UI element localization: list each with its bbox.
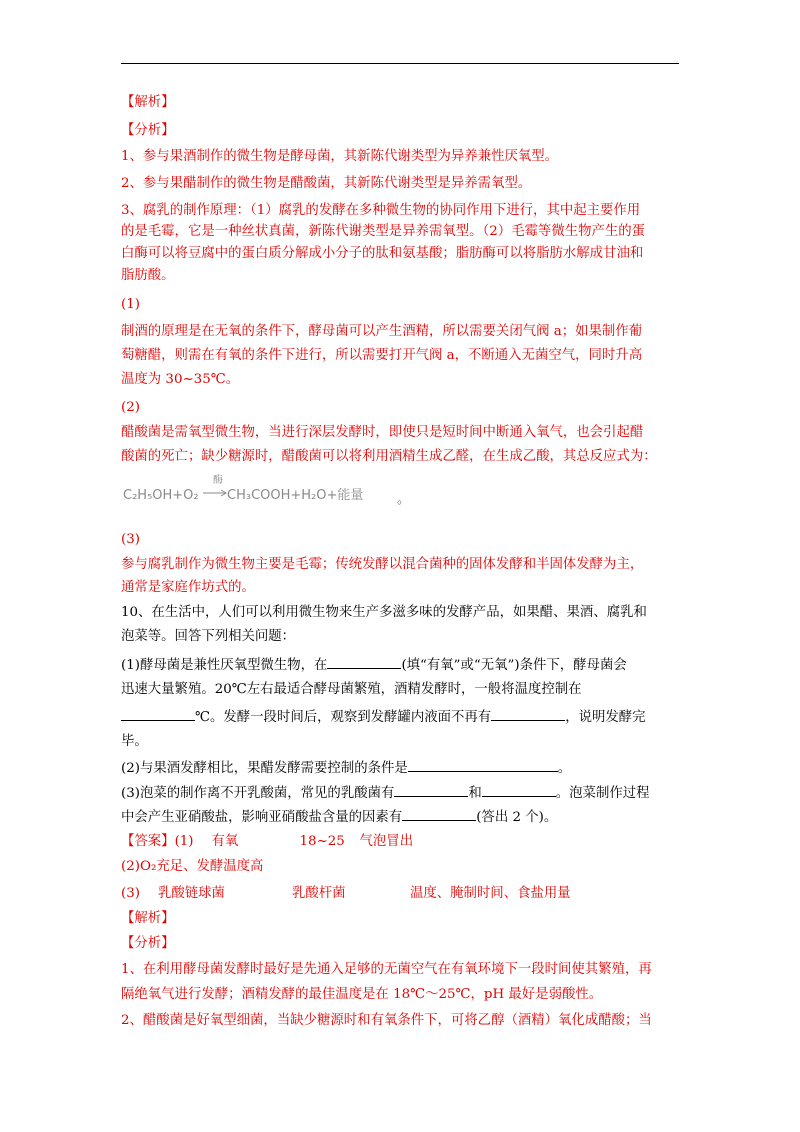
part2-l1: 醋酸菌是需氧型微生物，当进行深层发酵时，即使只是短时间中断通入氧气，也会引起醋 xyxy=(121,425,644,440)
analysis-p3-l3: 白酶可以将豆腐中的蛋白质分解成小分子的肽和氨基酸；脂肪酶可以将脂肪水解成甘油和 xyxy=(121,246,644,261)
analysis2-p1-l1: 1、在利用酵母菌发酵时最好是先通入足够的无菌空气在有氧环境下一段时间使其繁殖，再 xyxy=(121,962,652,977)
q1-l1b: (填“有氧”或“无氧”)条件下，酵母菌会 xyxy=(401,658,627,673)
q3-blank-3 xyxy=(402,806,476,821)
eq-left: C₂H₅OH+O₂ xyxy=(123,488,199,503)
q2-line xyxy=(121,757,681,779)
q1-line3 xyxy=(121,706,681,728)
part2-l2: 酸菌的死亡；缺少糖源时，醋酸菌可以将利用酒精生成乙醛，在生成乙酸，其总反应式为： xyxy=(121,449,657,464)
q3-blank-1 xyxy=(394,782,468,797)
part3-l1: 参与腐乳制作为微生物主要是毛霉；传统发酵以混合菌种的固体发酵和半固体发酵为主， xyxy=(121,557,644,572)
answer-a3-num: (3) xyxy=(121,886,140,901)
answer-a1-3: 气泡冒出 xyxy=(359,834,414,849)
q2-b: 。 xyxy=(557,761,572,776)
part1-l2: 萄糖醋，则需在有氧的条件下进行，所以需要打开气阀 a，不断通入无菌空气，同时升高 xyxy=(121,348,643,363)
answer-line1 xyxy=(121,832,681,852)
q1-l3a: ℃。发酵一段时间后，观察到发酵罐内液面不再有 xyxy=(195,710,492,725)
answer-a1-num: (1) xyxy=(174,834,194,849)
q1-line4: 毕。 xyxy=(121,734,148,749)
q2-blank xyxy=(408,757,558,772)
q2-a: (2)与果酒发酵相比，果醋发酵需要控制的条件是 xyxy=(121,761,408,776)
q3-line1 xyxy=(121,782,681,804)
answer-a2: (2)O₂充足、发酵温度高 xyxy=(121,859,264,874)
q3-l2b: (答出 2 个)。 xyxy=(476,810,558,825)
tag-jiexi: 【解析】 xyxy=(121,95,175,110)
q1-l3b: ，说明发酵完 xyxy=(565,710,646,725)
q3-l2a: 中会产生亚硝酸盐，影响亚硝酸盐含量的因素有 xyxy=(121,810,403,825)
answer-tag: 【答案】 xyxy=(121,834,175,849)
q1-l1a: (1)酵母菌是兼性厌氧型微生物，在 xyxy=(121,658,328,673)
analysis-p2: 2、参与果醋制作的微生物是醋酸菌，其新陈代谢类型是异养需氧型。 xyxy=(121,176,532,191)
answer-a1-1: 有氧 xyxy=(211,834,239,849)
answer-line3 xyxy=(121,884,681,904)
q3-l1c: 。泡菜制作过程 xyxy=(555,786,650,801)
analysis-p3-l2: 的是毛霉，它是一种丝状真菌，新陈代谢类型是异养需氧型。（2）毛霉等微生物产生的蛋 xyxy=(121,224,646,239)
q10-l1: 10、在生活中，人们可以利用微生物来生产多滋多味的发酵产品，如果醋、果酒、腐乳和 xyxy=(121,605,647,620)
q3-l1b: 和 xyxy=(468,786,482,801)
analysis-p1: 1、参与果酒制作的微生物是酵母菌，其新陈代谢类型为异养兼性厌氧型。 xyxy=(121,149,559,164)
analysis2-p1-l2: 隔绝氧气进行发酵；酒精发酵的最佳温度是在 18℃～25℃，pH 最好是弱酸性。 xyxy=(121,987,603,1002)
analysis2-p2-l1: 2、醋酸菌是好氧型细菌，当缺少糖源时和有氧条件下，可将乙醇（酒精）氧化成醋酸；当 xyxy=(121,1013,652,1028)
q1-line1 xyxy=(121,654,681,676)
q10-l2: 泡菜等。回答下列相关问题： xyxy=(121,629,296,644)
q3-l1a: (3)泡菜的制作离不开乳酸菌，常见的乳酸菌有 xyxy=(121,786,395,801)
q1-blank-2 xyxy=(121,706,195,721)
part3-l2: 通常是家庭作坊式的。 xyxy=(121,580,255,595)
eq-right: CH₃COOH+H₂O+能量 xyxy=(227,488,364,503)
tag-jiexi-2: 【解析】 xyxy=(121,911,175,926)
q1-blank-1 xyxy=(327,654,401,669)
reaction-equation xyxy=(121,472,581,512)
header-rule xyxy=(121,63,679,64)
analysis-p3-l4: 脂肪酸。 xyxy=(121,268,175,283)
eq-end: 。 xyxy=(397,492,411,507)
analysis-p3-l1: 3、腐乳的制作原理：（1）腐乳的发酵在多种微生物的协同作用下进行，其中起主要作用 xyxy=(121,203,641,218)
eq-enzyme: 酶 xyxy=(213,475,223,486)
part3-num: (3) xyxy=(121,532,140,547)
q1-blank-3 xyxy=(491,706,565,721)
tag-fenxi: 【分析】 xyxy=(121,123,175,138)
q1-line2: 迅速大量繁殖。20℃左右最适合酵母菌繁殖，酒精发酵时，一般将温度控制在 xyxy=(121,682,582,697)
part1-l1: 制酒的原理是在无氧的条件下，酵母菌可以产生酒精，所以需要关闭气阀 a；如果制作葡 xyxy=(121,324,643,339)
answer-a3-1: 乳酸链球菌 xyxy=(157,886,225,901)
q3-line2 xyxy=(121,806,681,828)
q3-blank-2 xyxy=(482,782,556,797)
answer-a3-3: 温度、腌制时间、食盐用量 xyxy=(409,886,571,901)
part1-num: (1) xyxy=(121,297,140,312)
tag-fenxi-2: 【分析】 xyxy=(121,936,175,951)
answer-a1-2: 18~25 xyxy=(299,834,345,849)
answer-a3-2: 乳酸杆菌 xyxy=(291,886,346,901)
part1-l3: 温度为 30~35℃。 xyxy=(121,372,240,387)
part2-num: (2) xyxy=(121,400,140,415)
